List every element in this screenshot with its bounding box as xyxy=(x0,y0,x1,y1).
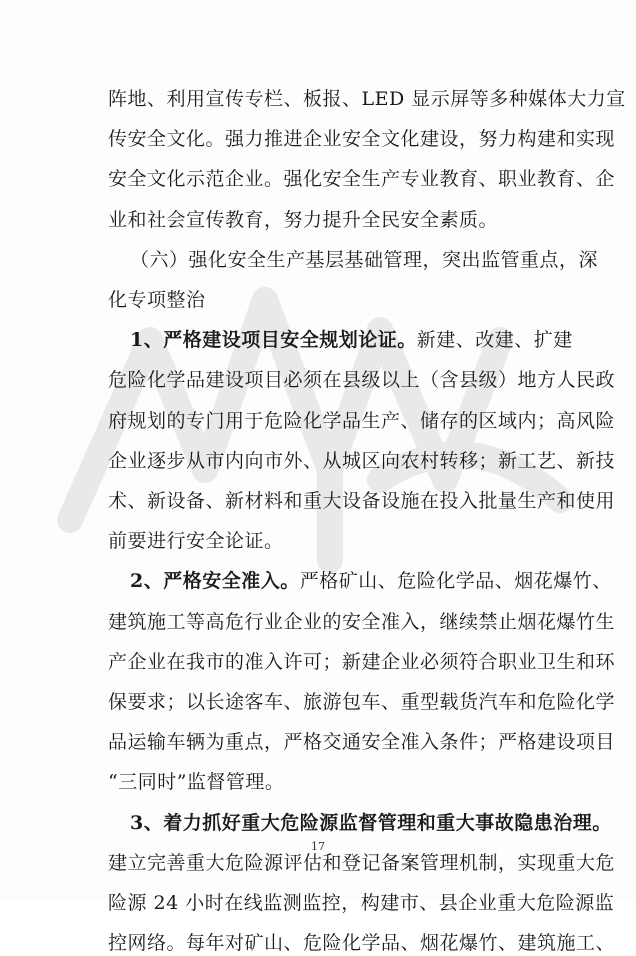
text-line: 产企业在我市的准入许可；新建企业必须符合职业卫生和环 xyxy=(108,651,616,673)
text-line: 保要求；以长途客车、旅游包车、重型载货汽车和危险化学 xyxy=(108,691,616,713)
text-line: 安全文化示范企业。强化安全生产专业教育、职业教育、企 xyxy=(108,168,616,190)
text-line: 建筑施工等高危行业企业的安全准入，继续禁止烟花爆竹生 xyxy=(108,611,616,633)
text-line: 新建、改建、扩建 xyxy=(416,329,573,351)
text-line: 前要进行安全论证。 xyxy=(108,530,284,552)
section-heading: 化专项整治 xyxy=(108,289,206,311)
item-1-first-line xyxy=(130,327,573,353)
text-line: 品运输车辆为重点，严格交通安全准入条件；严格建设项目 xyxy=(108,731,616,753)
page-number: 17 xyxy=(311,840,325,853)
item-3-first-line xyxy=(130,810,612,836)
item-2-first-line xyxy=(130,568,612,594)
text-line: 府规划的专门用于危险化学品生产、储存的区域内；高风险 xyxy=(108,410,616,432)
text-line: 控网络。每年对矿山、危险化学品、烟花爆竹、建筑施工、 xyxy=(108,932,616,954)
text-line: 传安全文化。强力推进企业安全文化建设，努力构建和实现 xyxy=(108,128,616,150)
text-line: 危险化学品建设项目必须在县级以上（含县级）地方人民政 xyxy=(108,369,616,391)
text-line: 险源 24 小时在线监测监控，构建市、县企业重大危险源监 xyxy=(108,892,615,914)
item-2-title: 2、严格安全准入。 xyxy=(130,570,300,592)
item-1-title: 1、严格建设项目安全规划论证。 xyxy=(130,329,417,351)
text-line: 建立完善重大危险源评估和登记备案管理机制，实现重大危 xyxy=(108,852,616,874)
item-3-title: 3、着力抓好重大危险源监督管理和重大事故隐患治理。 xyxy=(130,812,612,834)
text-line: 术、新设备、新材料和重大设备设施在投入批量生产和使用 xyxy=(108,490,616,512)
text-line: 企业逐步从市内向市外、从城区向农村转移；新工艺、新技 xyxy=(108,450,616,472)
text-line: 阵地、利用宣传专栏、板报、LED 显示屏等多种媒体大力宣 xyxy=(108,88,626,110)
text-line: 业和社会宣传教育，努力提升全民安全素质。 xyxy=(108,209,499,231)
text-line: “三同时”监督管理。 xyxy=(108,771,285,793)
section-heading: （六）强化安全生产基层基础管理，突出监管重点，深 xyxy=(130,249,599,271)
text-line: 严格矿山、危险化学品、烟花爆竹、 xyxy=(299,570,612,592)
